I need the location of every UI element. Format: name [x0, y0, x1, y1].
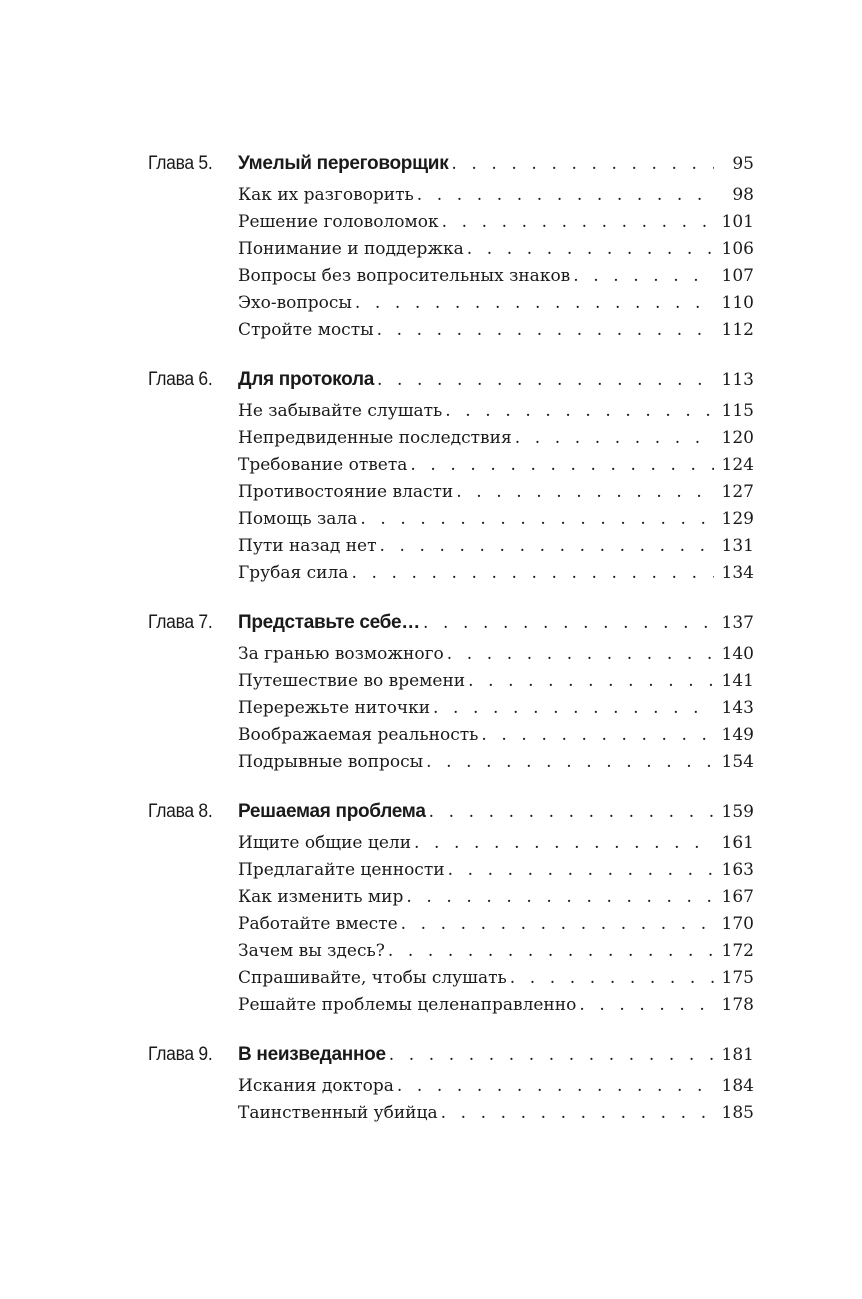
dot-leader — [429, 798, 714, 826]
dot-leader — [573, 263, 714, 290]
section-list — [148, 182, 754, 344]
section-title: Искания доктора — [238, 1076, 394, 1096]
section-list — [148, 830, 754, 1019]
chapter-title: Представьте себе… — [238, 612, 421, 633]
section-entry — [148, 911, 754, 938]
section-title: Ищите общие цели — [238, 833, 412, 853]
section-page-number: 161 — [721, 833, 754, 853]
chapter-6 — [148, 366, 754, 587]
section-title: Зачем вы здесь? — [238, 941, 385, 961]
section-entry — [148, 749, 754, 776]
section-page-number: 141 — [721, 671, 754, 691]
dot-leader — [423, 609, 714, 637]
section-entry — [148, 695, 754, 722]
section-title: Грубая сила — [238, 563, 349, 583]
dot-leader — [377, 366, 714, 394]
section-title: Эхо-вопросы — [238, 293, 352, 313]
section-page-number: 185 — [721, 1103, 754, 1123]
section-entry — [148, 884, 754, 911]
dot-leader — [442, 209, 714, 236]
chapter-page-number: 159 — [721, 802, 754, 822]
chapter-page-number: 113 — [721, 370, 754, 390]
section-page-number: 98 — [732, 185, 754, 205]
section-entry — [148, 290, 754, 317]
section-title: Пути назад нет — [238, 536, 377, 556]
section-entry — [148, 965, 754, 992]
section-title: Предлагайте ценности — [238, 860, 445, 880]
section-title: Решение головоломок — [238, 212, 439, 232]
section-entry — [148, 236, 754, 263]
chapter-9 — [148, 1041, 754, 1127]
section-title: Стройте мосты — [238, 320, 374, 340]
section-page-number: 154 — [721, 752, 754, 772]
section-entry — [148, 560, 754, 587]
dot-leader — [445, 398, 714, 425]
section-title: Подрывные вопросы — [238, 752, 424, 772]
section-page-number: 101 — [721, 212, 754, 232]
section-page-number: 120 — [721, 428, 754, 448]
section-title: Не забывайте слушать — [238, 401, 443, 421]
chapter-heading — [148, 150, 754, 178]
dot-leader — [360, 506, 714, 533]
chapter-7 — [148, 609, 754, 776]
section-entry — [148, 830, 754, 857]
dot-leader — [441, 1100, 714, 1127]
section-title: Решайте проблемы целенаправленно — [238, 995, 577, 1015]
chapter-page-number: 137 — [721, 613, 754, 633]
dot-leader — [414, 830, 714, 857]
section-title: Путешествие во времени — [238, 671, 466, 691]
section-entry — [148, 1073, 754, 1100]
section-title: За гранью возможного — [238, 644, 444, 664]
section-page-number: 127 — [721, 482, 754, 502]
dot-leader — [377, 317, 714, 344]
section-entry — [148, 182, 754, 209]
section-page-number: 184 — [721, 1076, 754, 1096]
section-entry — [148, 668, 754, 695]
section-list — [148, 398, 754, 587]
section-title: Непредвиденные последствия — [238, 428, 512, 448]
dot-leader — [410, 452, 714, 479]
section-page-number: 131 — [721, 536, 754, 556]
table-of-contents — [148, 150, 754, 1149]
section-entry — [148, 722, 754, 749]
section-title: Как их разговорить — [238, 185, 414, 205]
section-title: Таинственный убийца — [238, 1103, 438, 1123]
dot-leader — [467, 236, 714, 263]
chapter-heading — [148, 609, 754, 637]
section-entry — [148, 938, 754, 965]
section-title: Перережьте ниточки — [238, 698, 431, 718]
chapter-title: Для протокола — [238, 369, 374, 390]
section-title: Требование ответа — [238, 455, 408, 475]
dot-leader — [401, 911, 714, 938]
section-page-number: 163 — [721, 860, 754, 880]
section-page-number: 175 — [721, 968, 754, 988]
section-page-number: 110 — [721, 293, 754, 313]
section-page-number: 172 — [721, 941, 754, 961]
chapter-heading — [148, 798, 754, 826]
chapter-label: Глава 6. — [148, 369, 213, 390]
section-entry — [148, 317, 754, 344]
section-page-number: 107 — [721, 266, 754, 286]
dot-leader — [355, 290, 714, 317]
chapter-title: В неизведанное — [238, 1044, 386, 1065]
dot-leader — [417, 182, 714, 209]
chapter-8 — [148, 798, 754, 1019]
section-page-number: 115 — [721, 401, 754, 421]
section-page-number: 112 — [721, 320, 754, 340]
section-entry — [148, 209, 754, 236]
dot-leader — [451, 150, 714, 178]
section-page-number: 140 — [721, 644, 754, 664]
section-list — [148, 641, 754, 776]
section-title: Воображаемая реальность — [238, 725, 479, 745]
chapter-label: Глава 8. — [148, 801, 213, 822]
section-page-number: 170 — [721, 914, 754, 934]
chapter-label: Глава 5. — [148, 153, 213, 174]
section-entry — [148, 425, 754, 452]
section-entry — [148, 857, 754, 884]
chapter-heading — [148, 1041, 754, 1069]
dot-leader — [380, 533, 714, 560]
chapter-5 — [148, 150, 754, 344]
section-entry — [148, 452, 754, 479]
dot-leader — [468, 668, 714, 695]
dot-leader — [406, 884, 714, 911]
dot-leader — [389, 1041, 714, 1069]
section-entry — [148, 992, 754, 1019]
section-page-number: 178 — [721, 995, 754, 1015]
dot-leader — [456, 479, 714, 506]
section-title: Помощь зала — [238, 509, 358, 529]
dot-leader — [388, 938, 714, 965]
dot-leader — [433, 695, 714, 722]
chapter-label: Глава 7. — [148, 612, 213, 633]
section-entry — [148, 533, 754, 560]
dot-leader — [515, 425, 714, 452]
dot-leader — [510, 965, 714, 992]
section-title: Как изменить мир — [238, 887, 404, 907]
section-page-number: 124 — [721, 455, 754, 475]
section-entry — [148, 641, 754, 668]
chapter-label: Глава 9. — [148, 1044, 213, 1065]
section-title: Спрашивайте, чтобы слушать — [238, 968, 507, 988]
section-page-number: 167 — [721, 887, 754, 907]
dot-leader — [448, 857, 714, 884]
chapter-page-number: 95 — [732, 154, 754, 174]
dot-leader — [351, 560, 714, 587]
dot-leader — [447, 641, 714, 668]
section-entry — [148, 1100, 754, 1127]
dot-leader — [579, 992, 714, 1019]
section-title: Работайте вместе — [238, 914, 398, 934]
section-entry — [148, 263, 754, 290]
section-title: Понимание и поддержка — [238, 239, 464, 259]
dot-leader — [481, 722, 714, 749]
section-page-number: 143 — [721, 698, 754, 718]
chapter-heading — [148, 366, 754, 394]
section-list — [148, 1073, 754, 1127]
chapter-title: Умелый переговорщик — [238, 153, 449, 174]
chapter-page-number: 181 — [721, 1045, 754, 1065]
section-title: Вопросы без вопросительных знаков — [238, 266, 571, 286]
section-page-number: 149 — [721, 725, 754, 745]
section-page-number: 106 — [721, 239, 754, 259]
section-title: Противостояние власти — [238, 482, 454, 502]
section-page-number: 134 — [721, 563, 754, 583]
dot-leader — [426, 749, 714, 776]
dot-leader — [397, 1073, 714, 1100]
section-entry — [148, 506, 754, 533]
section-entry — [148, 479, 754, 506]
section-entry — [148, 398, 754, 425]
chapter-title: Решаемая проблема — [238, 801, 426, 822]
section-page-number: 129 — [721, 509, 754, 529]
